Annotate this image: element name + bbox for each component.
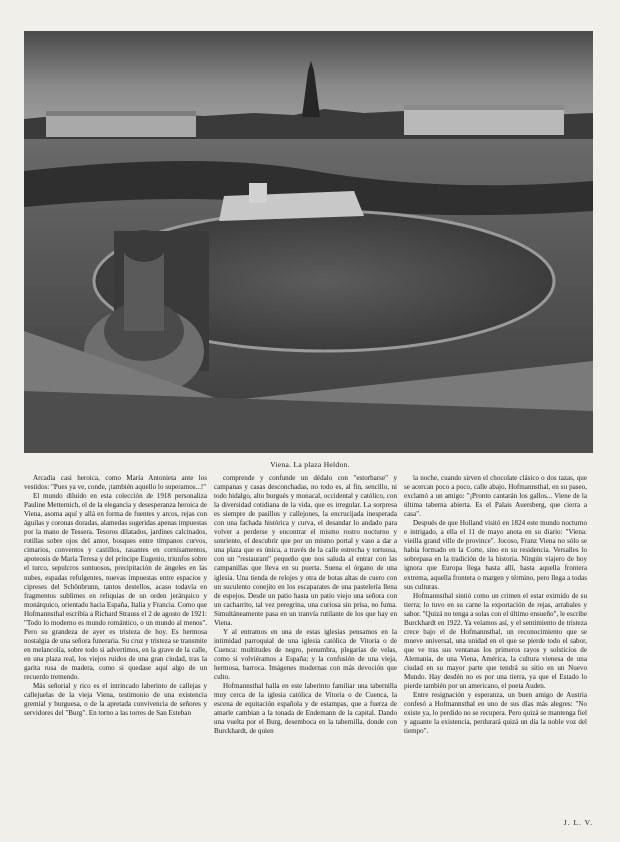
paragraph: la noche, cuando sirven el chocolate clásico o dos tazas, que se acercan poco a poco, calle abajo, Hofmannsthal, en su paseo, exclamó a un amigo: "¡Pronto cantarán los gallos... Viene de la última taberna abierta. Es el Palais Auersberg, que cierra a casa". [404, 474, 587, 519]
author-signature: J. L. V. [563, 818, 593, 827]
paragraph: comprende y confunde un dédalo con "estorbarse" y campanas y casas desconchadas, no todo es, al fin, sencillo, ni todo hidalgo, alto burgués y monacal, occidental y católico, con la diversidad cotidiana de la vida, que es irregular. La sorpresa es siempre de pasillos y callejones, la encrucijada inesperada con una fachada histórica y curva, el desandar lo andado para volver a perderse y encontrar el mismo rostro nocturno y sonriente, el descubrir que por un mismo portal y vaso a dar a una plaza que es única, a través de la calle estrecha y tortuosa, con un "restaurant" pequeño que nos saluda al entrar con las campanillas que lleva en su puerta. Suena el órgano de una iglesia. Una tienda de relojes y otra de botas altas de cuero con un suculento conejito en los escaparates de una pastelería llena de espejos. Desde un patio hasta un patio viejo una señora con un cacharrito, tal vez peregrina, una curiosa sin prisa, no fuma. Simultáneamente pasa en un tranvía rutilante de los que hay en Viena. [214, 474, 397, 627]
paragraph: Arcadia casi heroica, como María Antonieta ante los vestidos: "Pues ya ve, conde, ¡también aquello lo superamos...!" [24, 474, 207, 492]
paragraph: El mundo diluido en esta colección de 1918 personaliza Pauline Metternich, el de la elegancia y desesperanza heroica de Viena, asoma aquí y allá en forma de fuentes y arcos, rejas con águilas y coronas doradas, alamedas sugeridas apenas impuestas por la mano de Tessera. Tesoros dilatados, jardines calcinados, rotillas sobre ojos del amor, bosques entre tímpanos curvos, cimarios, conventos y castillos, rasantes en cornisamentos, apoteosis de María Teresa y del príncipe Eugenio, triunfos sobre el turco, sepulcros suntuosos, precipitación de ángeles en las nubes, espadas refulgentes, nuevas impuestas entre espacios y cipreses del Schönbrunn, tantos destellos, acaso todavía en fragmentos sublimes en reliquias de un orden jerárquico y monárquico, orientado hacia España, Italia y Francia. Como que Hofmannsthal escribía a Richard Strauss el 2 de agosto de 1921: "Todo lo moderno es mundo romántico, o un mundo al menos". Pero su grandeza de ayer es tristeza de hoy. Es hermosa nostalgia de una señora funeraria. Su cruz y tristeza se transmite en melancolía, sobre todo si advertimos, en la grave de la calle, en una plaza real, los viejos ruidos de una gran ciudad, tras la garita rusa de madera, como si quedase aquí algo de un recuerdo tremendo. [24, 492, 207, 682]
photo-caption: Viena. La plaza Heldon. [270, 460, 350, 469]
photo-vienna-square [24, 31, 593, 453]
paragraph: Hofmannsthal sintió como un crimen el estar eximido de su tierra; lo tuvo en su carne la exportación de rejas, arrabales y sabor. "Quizá no tenga a solas con el último ensueño", le escribe Burckhardt en 1922. Ya veíamos así, y el sentimiento de tristeza crece bajo el de Hofmannsthal, un reconocimiento que se mueve universal, una unidad en el que se pierde todo el sabor, que ve tras sus ventanas los primeros rayos y solsticios de Alemania, de una Viena, América, la cultura vienesa de una ciudad en su mayor parte que tendrá su sitio en un Nuevo Mundo. Hay desdén no es por una tierra, ya que el Estado lo pierde también por un americano, el poeta Auden. [404, 591, 587, 691]
paragraph: Hofmannsthal halla en este laberinto familiar una tabernilla muy cerca de la iglesia católica de Vitoria o de Cuenca, la escena de equitación española y de estampas, que a fuerza de amarle cambian a la tonada de Endemann de la capital. Dando una vuelta por el Burg, desemboca en la tabernilla, donde con Burckhardt, de quien [214, 682, 397, 736]
paragraph: Después de que Holland visitó en 1824 este mundo nocturno e intrigado, a ella el 11 de mayo anota en su diario: "Viena: vieilla grand ville de province". Jocoso, Franz Viena no sólo se había formado en la Corte, sino en su residencia. Versalles lo sobrepasa en la tradición de la historia. Ningún viajero de hoy ignora que Europa llega hasta allí, hasta aquella frontera extrema, aquella frontera o margen y término, pero llega a todas sus culturas. [404, 519, 587, 591]
paragraph: Entre resignación y esperanza, un buen amigo de Austria confesó a Hofmannsthal en uno de sus días más alegres: "No existe ya, lo perdido no se recupera. Pero quizá se mantenga fiel y aguante la existencia, perdurará quizá un día la noble voz del tiempo". [404, 691, 587, 736]
text-column-1 [24, 474, 207, 842]
paragraph: Y al entramos en una de estas iglesias pensamos en la intimidad parroquial de una iglesia católica de Vitoria o de Cuenca: multitudes de negro, penumbra, plegarias de velas, como si volviéramos a España; y la confusión de una vieja, hermosa, barroca. Imágenes modernas con más devoción que culto. [214, 627, 397, 682]
text-column-2 [214, 474, 397, 842]
paragraph: Más señorial y rico es el intrincado laberinto de callejas y callejuelas de la vieja Viena, testimonio de una existencia gremial y burguesa, o de la apretada convivencia de señores y servidores del "Burg". En torno a las torres de San Esteban [24, 682, 207, 718]
text-column-3 [404, 474, 587, 842]
